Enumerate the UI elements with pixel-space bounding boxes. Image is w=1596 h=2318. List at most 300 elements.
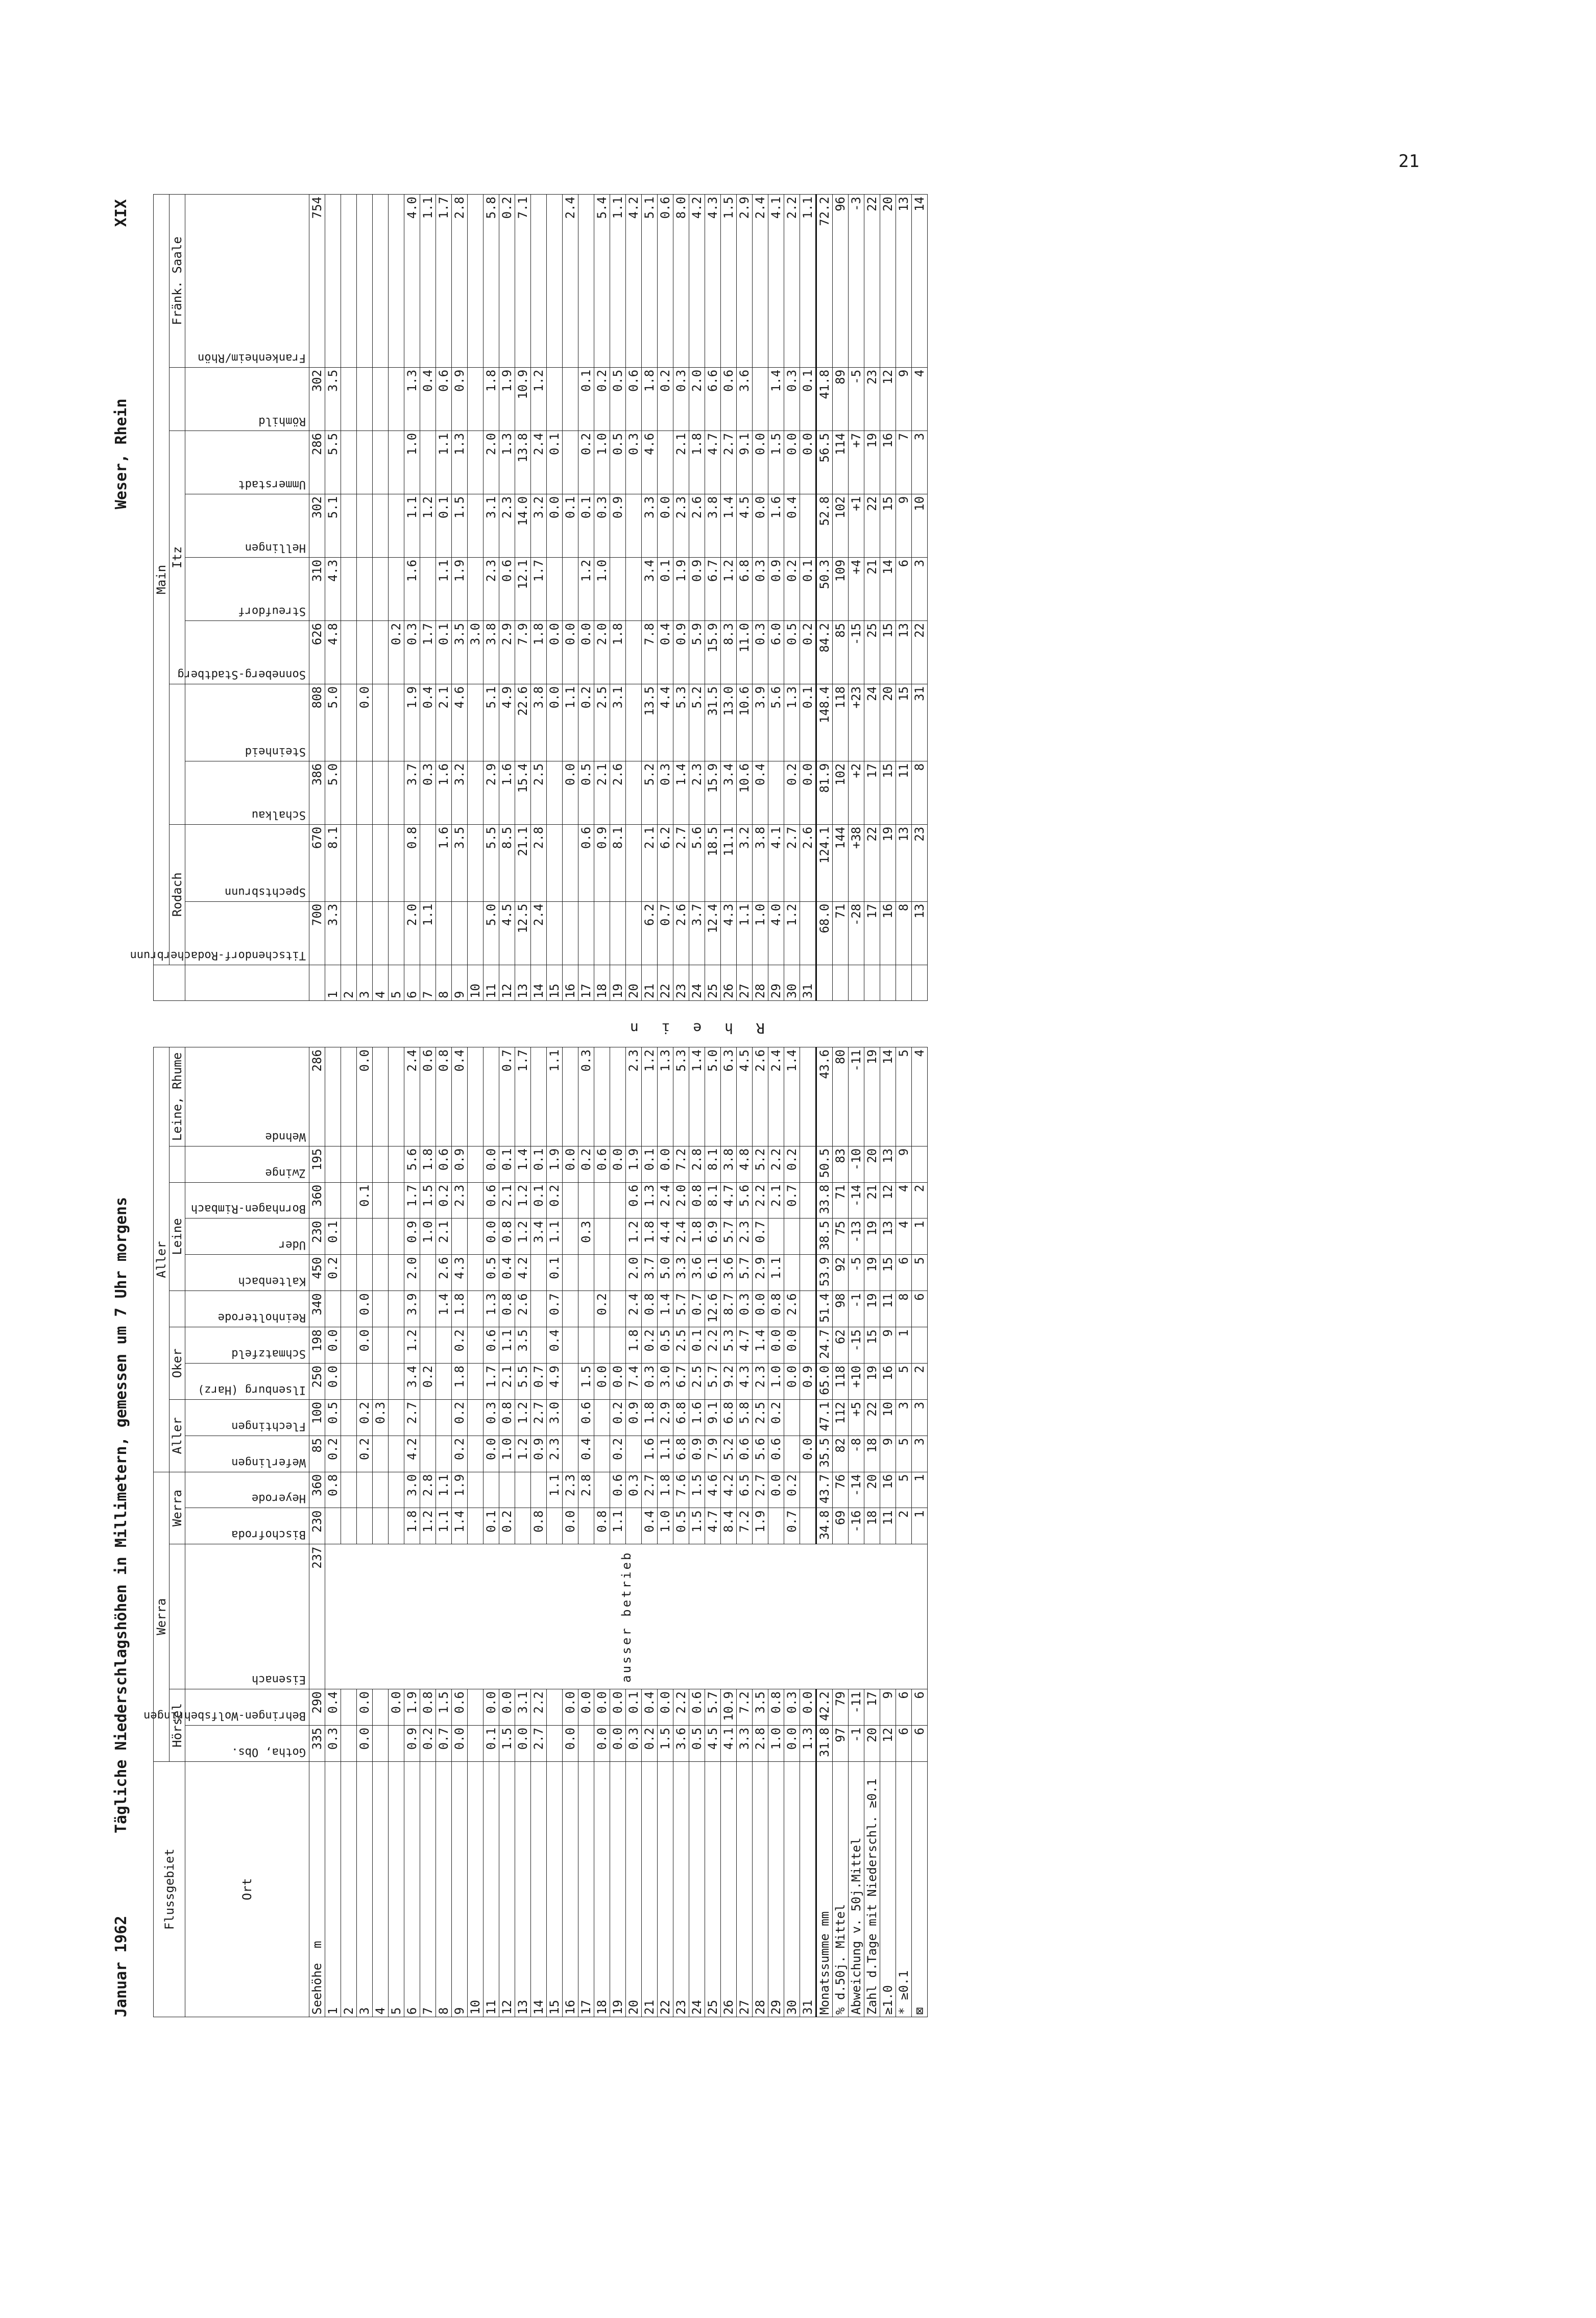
day-number: 16	[563, 965, 578, 1000]
summary-cell: 4	[896, 1218, 912, 1255]
precip-cell: 10.9	[721, 1689, 737, 1726]
rotated-page	[112, 169, 1450, 2017]
summary-cell: 69	[833, 1508, 849, 1544]
precip-cell	[341, 824, 357, 901]
precip-cell: 10.9	[515, 367, 531, 431]
summary-cell: 15	[864, 1327, 880, 1364]
precip-cell: 0.7	[753, 1218, 768, 1255]
summary-cell: 51.4	[816, 1291, 833, 1327]
precip-cell: 1.3	[658, 1047, 673, 1146]
precip-cell	[784, 1436, 800, 1472]
day-row	[658, 195, 673, 1001]
summary-cell: 144	[833, 824, 849, 901]
summary-cell: 97	[833, 1725, 849, 1761]
river-subgroup: Leine	[170, 1182, 185, 1291]
day-number: 18	[594, 1761, 610, 2017]
precip-cell: 3.8	[753, 824, 768, 901]
summary-label: * ≥0.1	[896, 1761, 912, 2017]
precip-cell: 0.0	[563, 1689, 578, 1726]
precip-cell: 3.5	[753, 1689, 768, 1726]
river-subgroup	[170, 1291, 185, 1327]
day-row	[357, 195, 373, 1001]
elevation-cell: 335	[309, 1725, 325, 1761]
precip-cell: 4.2	[404, 1436, 420, 1472]
precip-cell: 2.3	[753, 1363, 768, 1399]
summary-cell: 6	[896, 1689, 912, 1726]
precip-cell: 0.8	[499, 1291, 515, 1327]
precip-cell	[341, 1363, 357, 1399]
summary-cell	[912, 1327, 928, 1364]
precip-cell: 0.1	[483, 1508, 499, 1544]
station-name-text: Ummerstadt	[238, 477, 306, 491]
precip-cell: 14.0	[515, 494, 531, 557]
day-row	[610, 1047, 626, 2017]
precip-cell	[531, 1047, 547, 1146]
summary-cell: 43.7	[816, 1472, 833, 1508]
precip-cell: 5.5	[483, 824, 499, 901]
precip-cell	[626, 557, 642, 620]
summary-row	[833, 195, 849, 1001]
precip-cell: 0.2	[357, 1399, 373, 1436]
precip-cell: 13.5	[642, 684, 658, 761]
precip-cell: 1.4	[784, 1047, 800, 1146]
station-row	[185, 1047, 309, 2017]
precip-cell: 5.7	[721, 1218, 737, 1255]
summary-cell: 15	[896, 684, 912, 761]
day-row	[721, 195, 737, 1001]
precip-cell	[373, 620, 389, 684]
summary-cell: 20	[864, 1725, 880, 1761]
river-subgroup: Werra	[170, 1472, 185, 1544]
summary-cell: -1	[849, 1725, 864, 1761]
precip-cell	[468, 824, 483, 901]
precip-cell: 11.0	[737, 620, 753, 684]
precip-cell	[341, 1436, 357, 1472]
precip-cell	[341, 494, 357, 557]
precip-cell	[341, 1399, 357, 1436]
day-row	[563, 1047, 578, 2017]
summary-cell: 82	[833, 1436, 849, 1472]
precip-cell	[468, 1363, 483, 1399]
summary-cell: 17	[864, 901, 880, 965]
precip-cell: 0.1	[800, 367, 816, 431]
day-number: 21	[642, 965, 658, 1000]
precip-cell: 0.4	[642, 1508, 658, 1544]
precip-cell: 13.0	[721, 684, 737, 761]
precip-cell: 1.1	[800, 195, 816, 368]
precip-cell	[357, 494, 373, 557]
precip-cell: 0.0	[563, 1146, 578, 1182]
precip-cell: 3.5	[452, 620, 468, 684]
precip-cell: 22.6	[515, 684, 531, 761]
precip-cell	[468, 367, 483, 431]
summary-cell: 23	[912, 824, 928, 901]
summary-cell: +2	[849, 761, 864, 824]
precip-cell: 0.0	[800, 1689, 816, 1726]
summary-row	[880, 195, 896, 1001]
summary-cell: 18	[864, 1508, 880, 1544]
precip-cell	[341, 1047, 357, 1146]
precip-cell: 1.1	[547, 1472, 563, 1508]
summary-cell: 8	[896, 1291, 912, 1327]
summary-cell: 5	[896, 1472, 912, 1508]
day-row	[531, 195, 547, 1001]
day-number: 3	[357, 1761, 373, 2017]
seehoehe-label	[309, 965, 325, 1000]
precip-cell: 1.3	[642, 1182, 658, 1218]
precip-cell: 5.2	[642, 761, 658, 824]
station-name-text: Behringen-Wolfsbehringen	[143, 1709, 306, 1722]
precip-cell: 1.9	[499, 367, 515, 431]
day-row	[705, 195, 721, 1001]
precip-cell: 0.6	[721, 367, 737, 431]
precip-cell	[578, 901, 594, 965]
precip-cell: 2.4	[658, 1182, 673, 1218]
precip-cell	[373, 1146, 389, 1182]
precip-cell	[357, 1146, 373, 1182]
day-row	[468, 195, 483, 1001]
summary-cell: -5	[849, 367, 864, 431]
precip-cell: 0.3	[373, 1399, 389, 1436]
precip-cell: 5.5	[325, 431, 341, 494]
precip-cell: 4.5	[737, 494, 753, 557]
summary-cell: 22	[912, 620, 928, 684]
precip-cell: 4.6	[642, 431, 658, 494]
precip-cell: 5.6	[768, 684, 784, 761]
precip-cell	[468, 1399, 483, 1436]
precip-cell: 2.8	[420, 1472, 436, 1508]
precip-cell: 2.3	[673, 494, 689, 557]
precip-cell	[547, 1725, 563, 1761]
summary-cell: 3	[912, 431, 928, 494]
precip-cell	[563, 1255, 578, 1291]
precip-cell: 4.4	[658, 1218, 673, 1255]
day-number: 20	[626, 965, 642, 1000]
precip-cell: 2.1	[673, 431, 689, 494]
precip-cell: 1.7	[436, 195, 452, 368]
precip-cell	[800, 1508, 816, 1544]
precip-cell: 0.4	[420, 367, 436, 431]
day-number: 16	[563, 1761, 578, 2017]
precip-cell: 0.0	[357, 684, 373, 761]
station-name	[185, 557, 309, 620]
summary-cell: 50.5	[816, 1146, 833, 1182]
precip-cell: 2.3	[483, 557, 499, 620]
elevation-cell: 237	[309, 1544, 325, 1689]
summary-cell: 6	[896, 557, 912, 620]
river-subgroup: Aller	[170, 1399, 185, 1472]
precip-cell	[610, 1255, 626, 1291]
summary-cell: -8	[849, 1436, 864, 1472]
summary-cell: -11	[849, 1689, 864, 1726]
precip-cell: 0.1	[547, 431, 563, 494]
summary-cell: 13	[912, 901, 928, 965]
precip-cell: 7.2	[673, 1146, 689, 1182]
precip-cell	[389, 824, 404, 901]
day-number: 2	[341, 965, 357, 1000]
precip-cell: 5.6	[689, 824, 705, 901]
day-number: 4	[373, 965, 389, 1000]
precip-cell: 2.1	[436, 684, 452, 761]
precip-cell: 9.2	[721, 1363, 737, 1399]
precip-cell	[420, 1291, 436, 1327]
precip-cell: 2.0	[404, 901, 420, 965]
precip-cell: 0.4	[452, 1047, 468, 1146]
precip-cell: 1.1	[499, 1327, 515, 1364]
day-number: 14	[531, 965, 547, 1000]
day-row	[658, 1047, 673, 2017]
day-number: 14	[531, 1761, 547, 2017]
elevation-cell: 100	[309, 1399, 325, 1436]
precip-cell: 0.0	[594, 1725, 610, 1761]
station-name	[185, 1508, 309, 1544]
precip-cell	[389, 1327, 404, 1364]
precip-cell: 0.4	[642, 1689, 658, 1726]
precip-cell: 1.4	[673, 761, 689, 824]
station-name-text: Frankenheim/Rhön	[198, 351, 306, 364]
precip-cell	[468, 195, 483, 368]
summary-row	[833, 1047, 849, 2017]
precip-cell: 0.1	[499, 1146, 515, 1182]
precip-cell: 1.6	[768, 494, 784, 557]
precip-cell: 0.0	[515, 1725, 531, 1761]
precip-cell: 0.0	[800, 761, 816, 824]
precip-cell: 1.1	[404, 494, 420, 557]
summary-cell: 31	[912, 684, 928, 761]
summary-cell: 9	[880, 1436, 896, 1472]
precip-cell: 4.6	[452, 684, 468, 761]
summary-label: Zahl d.Tage mit Niederschl. ≥0.1	[864, 1761, 880, 2017]
day-row	[768, 195, 784, 1001]
precip-cell: 0.6	[483, 1327, 499, 1364]
precip-cell	[373, 1436, 389, 1472]
precip-cell: 1.8	[483, 367, 499, 431]
precip-cell: 2.4	[404, 1047, 420, 1146]
precip-cell: 1.6	[436, 761, 452, 824]
precip-cell	[563, 431, 578, 494]
precip-cell: 2.7	[531, 1399, 547, 1436]
precip-cell: 5.0	[483, 901, 499, 965]
summary-row	[912, 195, 928, 1001]
summary-cell: 98	[833, 1291, 849, 1327]
summary-cell	[912, 1146, 928, 1182]
precip-cell: 3.0	[658, 1363, 673, 1399]
precip-cell	[547, 761, 563, 824]
summary-cell: -10	[849, 1146, 864, 1182]
precip-cell: 1.1	[420, 195, 436, 368]
precip-cell: 4.3	[737, 1363, 753, 1399]
precip-cell: 2.5	[673, 1327, 689, 1364]
station-name-text: Steinheid	[245, 745, 306, 758]
rhein-label: R h e i n	[623, 1020, 765, 1037]
precip-cell: 2.6	[689, 494, 705, 557]
precip-cell: 5.5	[515, 1363, 531, 1399]
elevation-cell: 302	[309, 367, 325, 431]
precip-cell	[373, 367, 389, 431]
day-row	[389, 1047, 404, 2017]
precip-cell: 5.1	[642, 195, 658, 368]
precip-cell: 1.1	[436, 1472, 452, 1508]
precip-cell: 4.7	[705, 431, 721, 494]
precip-cell: 3.6	[721, 1255, 737, 1291]
precip-cell: 0.0	[753, 1291, 768, 1327]
station-name	[185, 1146, 309, 1182]
precip-cell: 5.6	[404, 1146, 420, 1182]
precip-cell	[626, 824, 642, 901]
group-row	[154, 195, 170, 1001]
precip-cell: 0.6	[436, 1146, 452, 1182]
precip-cell: 0.2	[642, 1327, 658, 1364]
precip-cell	[531, 1291, 547, 1327]
summary-cell: 15	[880, 620, 896, 684]
precip-cell: 1.0	[768, 1363, 784, 1399]
precip-cell: 1.8	[642, 1218, 658, 1255]
day-number: 7	[420, 965, 436, 1000]
day-row	[626, 195, 642, 1001]
precip-cell: 0.0	[563, 620, 578, 684]
station-name-text: Reinholterode	[217, 1311, 306, 1324]
precip-cell: 5.6	[737, 1182, 753, 1218]
day-number: 11	[483, 965, 499, 1000]
precip-cell: 2.9	[753, 1255, 768, 1291]
precip-cell: 1.8	[452, 1291, 468, 1327]
precip-cell: 1.0	[420, 1218, 436, 1255]
precip-cell: 2.3	[626, 1047, 642, 1146]
precip-cell: 3.0	[404, 1472, 420, 1508]
precip-cell	[468, 901, 483, 965]
precip-cell: 2.3	[452, 1182, 468, 1218]
precip-cell: 3.4	[531, 1218, 547, 1255]
precip-cell	[341, 901, 357, 965]
precip-cell: 2.6	[436, 1255, 452, 1291]
precip-cell: 1.3	[784, 684, 800, 761]
precip-cell: 3.7	[642, 1255, 658, 1291]
precip-cell: 1.7	[531, 557, 547, 620]
precip-cell	[563, 1327, 578, 1364]
day-number: 9	[452, 1761, 468, 2017]
day-number: 17	[578, 1761, 594, 2017]
precip-cell	[357, 901, 373, 965]
precip-cell: 1.4	[753, 1327, 768, 1364]
day-row	[325, 1047, 341, 2017]
precip-cell	[800, 1218, 816, 1255]
summary-cell: 6	[912, 1689, 928, 1726]
precip-cell: 3.6	[689, 1255, 705, 1291]
precip-cell	[373, 195, 389, 368]
precip-cell: 0.4	[547, 1327, 563, 1364]
summary-cell: 25	[864, 620, 880, 684]
precip-cell	[800, 1327, 816, 1364]
precip-cell: 0.0	[753, 494, 768, 557]
precip-cell: 0.3	[737, 1291, 753, 1327]
precip-cell: 1.8	[689, 431, 705, 494]
summary-cell: 50.3	[816, 557, 833, 620]
station-name-text: Schmatzfeld	[231, 1347, 306, 1360]
precip-cell: 0.9	[594, 824, 610, 901]
day-row	[784, 1047, 800, 2017]
precip-cell: 0.4	[753, 761, 768, 824]
precip-cell: 5.4	[594, 195, 610, 368]
precip-cell: 0.0	[610, 1725, 626, 1761]
precip-cell: 4.1	[768, 195, 784, 368]
elevation-cell: 302	[309, 494, 325, 557]
summary-cell: 102	[833, 494, 849, 557]
precip-cell: 2.1	[499, 1182, 515, 1218]
elevation-cell: 386	[309, 761, 325, 824]
precip-cell	[800, 901, 816, 965]
day-row	[499, 1047, 515, 2017]
precip-cell	[594, 1255, 610, 1291]
summary-cell: 22	[864, 494, 880, 557]
precip-cell	[373, 1508, 389, 1544]
station-name-text: Kaltenbach	[238, 1275, 306, 1288]
day-row	[436, 195, 452, 1001]
precip-cell: 6.7	[673, 1363, 689, 1399]
day-number: 18	[594, 965, 610, 1000]
station-name-text: Spechtsbrunn	[225, 885, 306, 898]
precip-cell: 0.0	[753, 431, 768, 494]
precip-cell: 1.5	[658, 1725, 673, 1761]
precip-cell: 0.4	[784, 494, 800, 557]
summary-cell: 14	[880, 557, 896, 620]
precip-cell: 7.8	[642, 620, 658, 684]
precip-cell: 5.3	[673, 1047, 689, 1146]
precip-cell	[468, 1472, 483, 1508]
day-row	[452, 1047, 468, 2017]
station-name	[185, 761, 309, 824]
precip-cell: 1.3	[452, 431, 468, 494]
elevation-cell: 195	[309, 1146, 325, 1182]
precip-cell	[563, 1399, 578, 1436]
precip-cell: 2.4	[768, 1047, 784, 1146]
summary-cell: 2	[912, 1363, 928, 1399]
precip-cell: 0.2	[642, 1725, 658, 1761]
station-name-text: Heyerode	[252, 1492, 306, 1505]
precip-cell: 3.3	[325, 901, 341, 965]
precip-cell: 0.5	[784, 620, 800, 684]
precip-cell	[626, 761, 642, 824]
precip-cell: 4.7	[705, 1508, 721, 1544]
summary-cell: -5	[849, 1255, 864, 1291]
day-row	[737, 1047, 753, 2017]
summary-cell: 2	[896, 1508, 912, 1544]
precip-cell	[610, 901, 626, 965]
station-name	[185, 1182, 309, 1218]
precip-cell: 0.0	[563, 1725, 578, 1761]
precip-cell: 4.7	[721, 1182, 737, 1218]
precip-cell: 0.8	[404, 824, 420, 901]
header-roman: XIX	[112, 199, 130, 227]
group-row	[154, 1047, 170, 2017]
elevation-cell: 286	[309, 431, 325, 494]
precip-cell: 0.6	[737, 1436, 753, 1472]
precip-cell: 10.6	[737, 684, 753, 761]
precip-cell: 0.0	[389, 1689, 404, 1726]
day-row	[357, 1047, 373, 2017]
precip-cell	[436, 901, 452, 965]
precip-cell: 0.1	[800, 684, 816, 761]
precip-cell: 4.1	[768, 824, 784, 901]
station-name-text: Titschendorf-Rodacherbrunn	[130, 948, 306, 962]
summary-cell: 33.8	[816, 1182, 833, 1218]
precip-cell: 0.5	[610, 431, 626, 494]
left-table-head	[143, 1047, 325, 2017]
elevation-cell: 626	[309, 620, 325, 684]
day-number: 23	[673, 965, 689, 1000]
precip-cell: 3.2	[452, 761, 468, 824]
day-row	[578, 1047, 594, 2017]
summary-cell: 5	[896, 1363, 912, 1399]
